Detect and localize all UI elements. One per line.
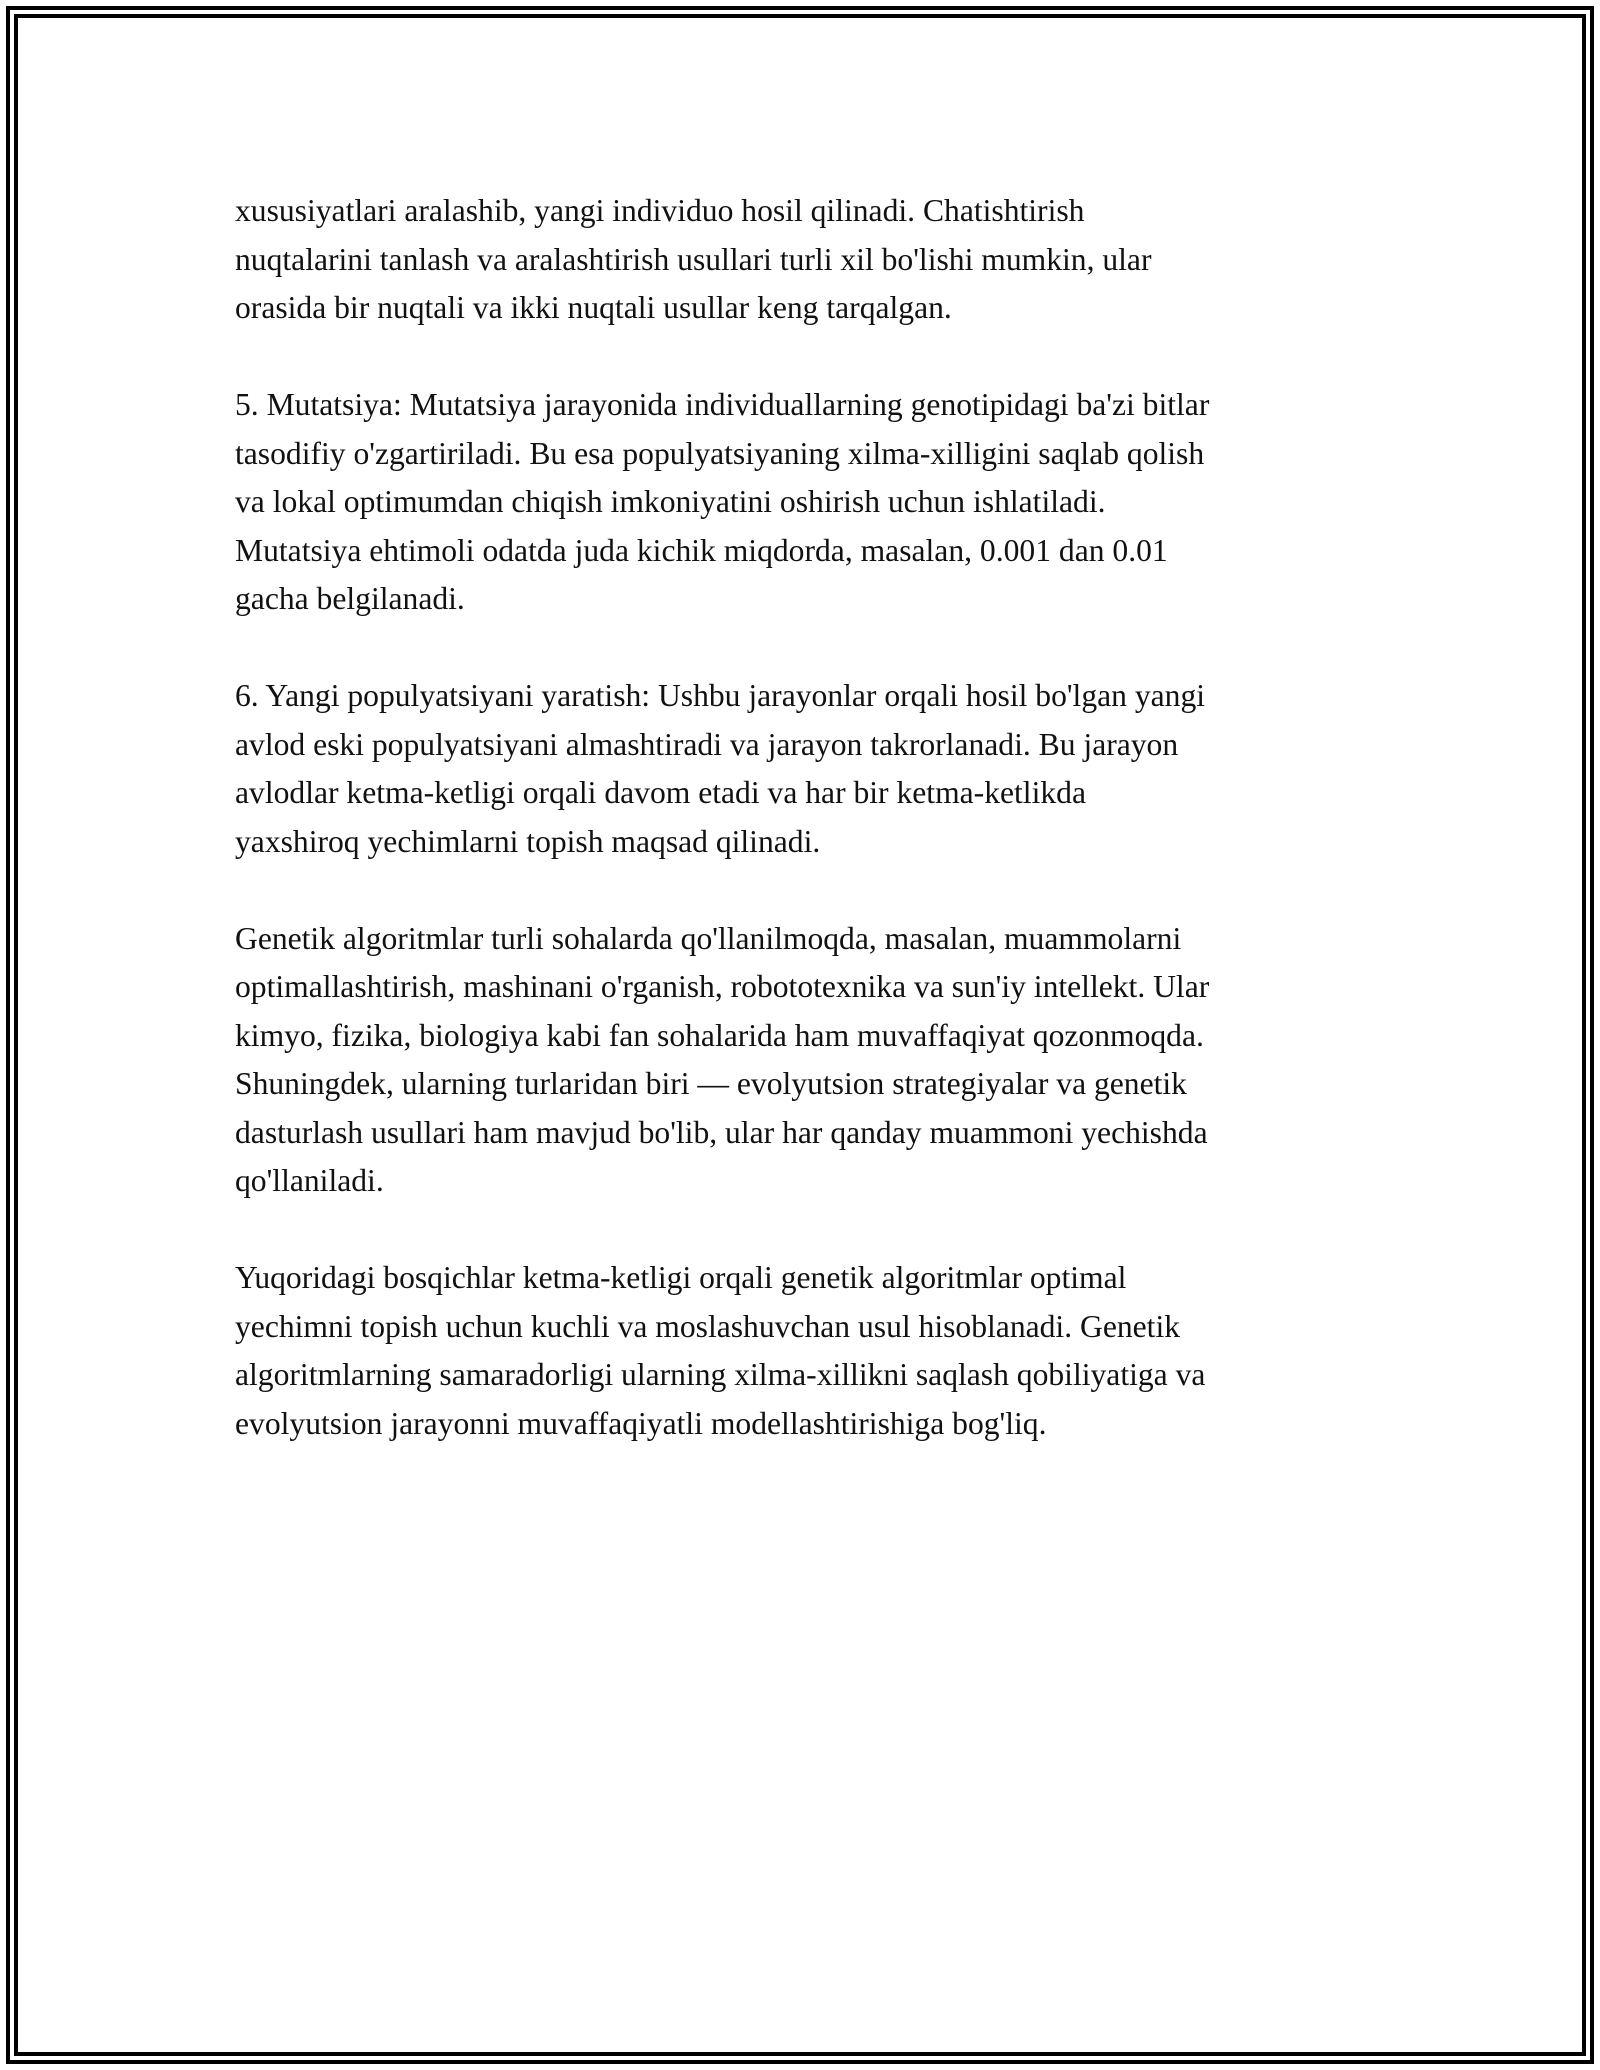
text-line: gacha belgilanadi.: [235, 581, 465, 616]
text-line: nuqtalarini tanlash va aralashtirish usullari turli xil bo'lishi mumkin, ular: [235, 241, 1152, 277]
text-line: dasturlash usullari ham mavjud bo'lib, ular har qanday muammoni yechishda: [235, 1114, 1208, 1150]
text-line: avlod eski populyatsiyani almashtiradi va jarayon takrorlanadi. Bu jarayon: [235, 726, 1179, 762]
text-line: Yuqoridagi bosqichlar ketma-ketligi orqali genetik algoritmlar optimal: [235, 1260, 1127, 1295]
text-line: tasodifiy o'zgartiriladi. Bu esa populyatsiyaning xilma-xilligini saqlab qolish: [235, 435, 1205, 471]
text-line: 5. Mutatsiya: Mutatsiya jarayonida individuallarning genotipidagi ba'zi bitlar: [235, 387, 1210, 422]
paragraph-new-population: [235, 672, 1385, 866]
text-line: algoritmlarning samaradorligi ularning xilma-xillikni saqlash qobiliyatiga va: [235, 1357, 1206, 1392]
paragraph-crossover-continuation: [235, 187, 1385, 333]
text-line: Genetik algoritmlar turli sohalarda qo'llanilmoqda, masalan, muammolarni: [235, 920, 1182, 956]
text-line: xususiyatlari aralashib, yangi individuo hosil qilinadi. Chatishtirish: [235, 193, 1085, 228]
text-line: evolyutsion jarayonni muvaffaqiyatli modellashtirishiga bog'liq.: [235, 1405, 1047, 1441]
text-line: 6. Yangi populyatsiyani yaratish: Ushbu jarayonlar orqali hosil bo'lgan yangi: [235, 678, 1206, 713]
paragraph-conclusion: [235, 1254, 1385, 1448]
paragraph-mutation: [235, 381, 1385, 624]
text-line: qo'llaniladi.: [235, 1163, 384, 1198]
text-line: optimallashtirish, mashinani o'rganish, robototexnika va sun'iy intellekt. Ular: [235, 969, 1210, 1004]
paragraph-applications: [235, 915, 1385, 1206]
document-body: [235, 187, 1385, 1497]
text-line: yechimni topish uchun kuchli va moslashuvchan usul hisoblanadi. Genetik: [235, 1308, 1181, 1344]
text-line: orasida bir nuqtali va ikki nuqtali usullar keng tarqalgan.: [235, 290, 952, 325]
text-line: yaxshiroq yechimlarni topish maqsad qilinadi.: [235, 823, 821, 859]
text-line: avlodlar ketma-ketligi orqali davom etadi va har bir ketma-ketlikda: [235, 775, 1086, 810]
text-line: va lokal optimumdan chiqish imkoniyatini oshirish uchun ishlatiladi.: [235, 484, 1106, 519]
text-line: Shuningdek, ularning turlaridan biri — evolyutsion strategiyalar va genetik: [235, 1066, 1187, 1101]
text-line: Mutatsiya ehtimoli odatda juda kichik miqdorda, masalan, 0.001 dan 0.01: [235, 532, 1168, 568]
text-line: kimyo, fizika, biologiya kabi fan sohalarida ham muvaffaqiyat qozonmoqda.: [235, 1017, 1204, 1053]
